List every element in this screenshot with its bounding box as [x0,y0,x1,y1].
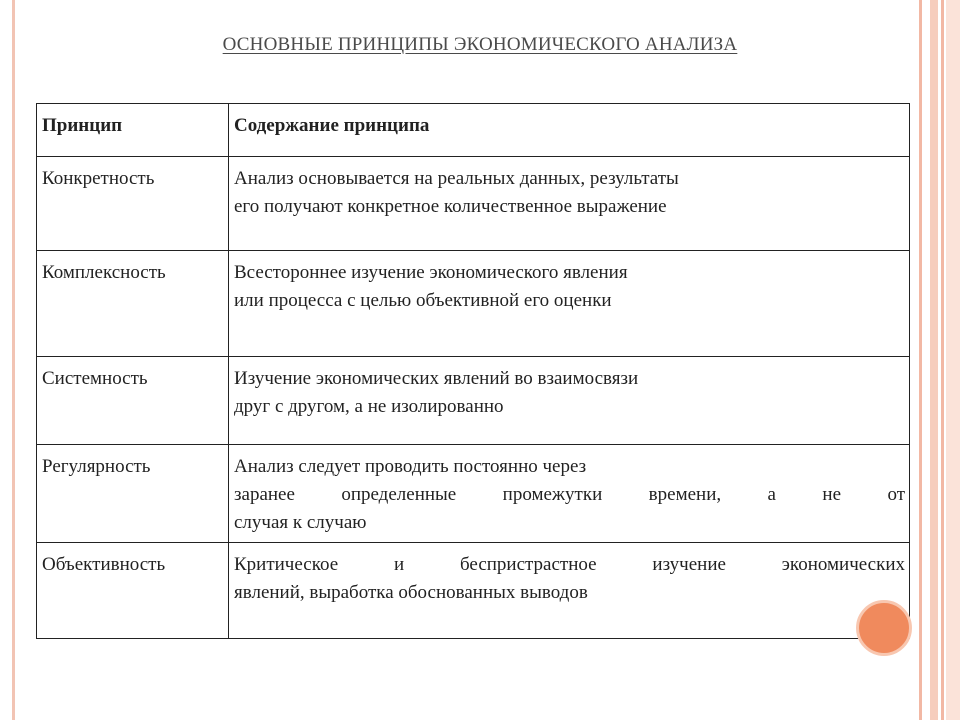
principle-cell: Конкретность [37,157,229,251]
left-decorative-rule [12,0,15,720]
column-header-content: Содержание принципа [229,104,910,157]
table-row [37,445,910,543]
table-row [37,357,910,445]
column-header-principle: Принцип [37,104,229,157]
content-cell [229,357,910,445]
table-row [37,157,910,251]
content-line: его получают конкретное количественное выражение [234,196,667,217]
principle-cell: Системность [37,357,229,445]
content-line: Критическое и беспристрастное изучение экономических [234,554,905,575]
content-line: Всестороннее изучение экономического явления [234,262,628,283]
content-line: заранее определенные промежутки времени, а не от [234,484,905,505]
content-cell [229,251,910,357]
table-header-row [37,104,910,157]
content-line: друг с другом, а не изолированно [234,396,504,417]
principle-cell: Регулярность [37,445,229,543]
content-cell [229,445,910,543]
content-line: явлений, выработка обоснованных выводов [234,582,588,603]
content-line: Изучение экономических явлений во взаимосвязи [234,368,639,389]
decorative-orange-circle [856,600,912,656]
principle-cell: Объективность [37,543,229,639]
right-decorative-stripes [916,0,960,720]
principles-table [36,103,910,639]
content-cell [229,157,910,251]
content-line: случая к случаю [234,512,367,533]
content-line: или процесса с целью объективной его оценки [234,290,612,311]
table-row [37,543,910,639]
principle-cell: Комплексность [37,251,229,357]
table-row [37,251,910,357]
content-cell [229,543,910,639]
content-line: Анализ основывается на реальных данных, результаты [234,168,679,189]
slide-title: ОСНОВНЫЕ ПРИНЦИПЫ ЭКОНОМИЧЕСКОГО АНАЛИЗА [222,34,738,55]
content-line: Анализ следует проводить постоянно через [234,456,587,477]
